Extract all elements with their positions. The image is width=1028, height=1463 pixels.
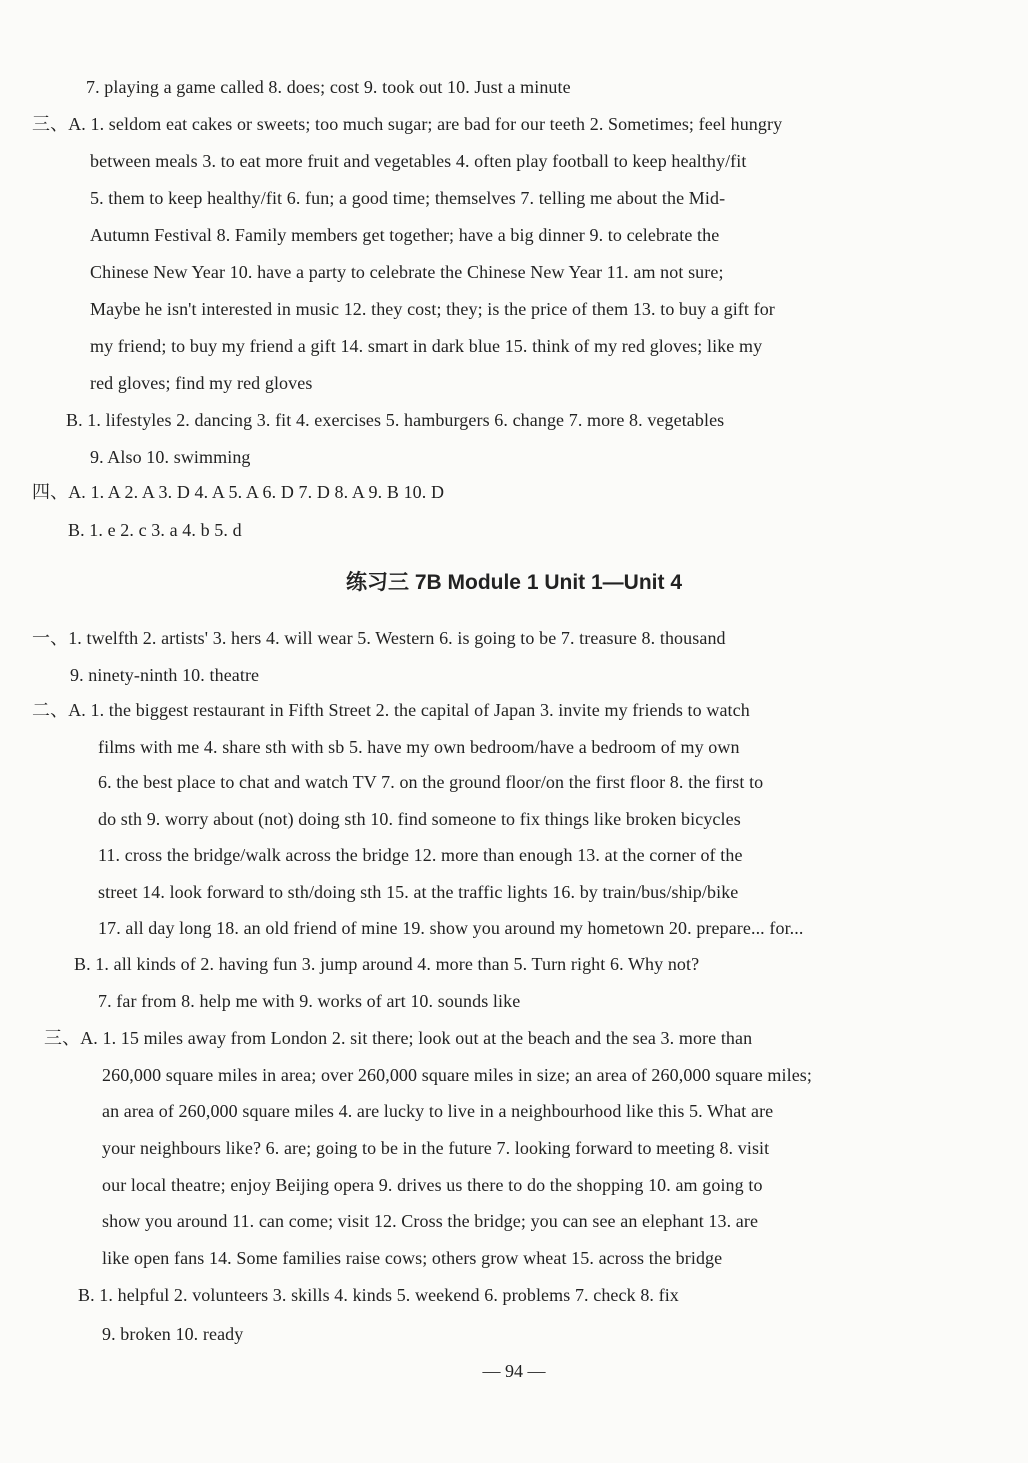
answer-line: 7. far from 8. help me with 9. works of art 10. sounds like <box>98 991 521 1011</box>
answer-line: B. 1. e 2. c 3. a 4. b 5. d <box>68 520 242 540</box>
answer-line: 9. Also 10. swimming <box>90 447 251 467</box>
answer-line: my friend; to buy my friend a gift 14. smart in dark blue 15. think of my red gloves; like my <box>90 336 763 356</box>
answer-line: red gloves; find my red gloves <box>90 373 313 393</box>
answer-line: 7. playing a game called 8. does; cost 9. took out 10. Just a minute <box>86 77 571 97</box>
answer-line: Maybe he isn't interested in music 12. they cost; they; is the price of them 13. to buy a gift for <box>90 299 775 319</box>
answer-line: 一、1. twelfth 2. artists' 3. hers 4. will wear 5. Western 6. is going to be 7. treasure 8. thousand <box>32 628 726 648</box>
answer-line: Autumn Festival 8. Family members get together; have a big dinner 9. to celebrate the <box>90 225 720 245</box>
page-number: — 94 — <box>482 1361 546 1381</box>
answer-line: like open fans 14. Some families raise cows; others grow wheat 15. across the bridge <box>102 1248 723 1268</box>
answer-line: 5. them to keep healthy/fit 6. fun; a good time; themselves 7. telling me about the Mid- <box>90 188 726 208</box>
answer-line: 三、A. 1. 15 miles away from London 2. sit there; look out at the beach and the sea 3. more than <box>44 1028 753 1048</box>
answer-line: B. 1. helpful 2. volunteers 3. skills 4. kinds 5. weekend 6. problems 7. check 8. fix <box>78 1285 679 1305</box>
answer-line: films with me 4. share sth with sb 5. have my own bedroom/have a bedroom of my own <box>98 737 740 757</box>
answer-line: 260,000 square miles in area; over 260,000 square miles in size; an area of 260,000 square miles; <box>102 1065 813 1085</box>
answer-line: 9. ninety-ninth 10. theatre <box>70 665 260 685</box>
answer-line: 11. cross the bridge/walk across the bridge 12. more than enough 13. at the corner of the <box>98 845 743 865</box>
answer-line: our local theatre; enjoy Beijing opera 9. drives us there to do the shopping 10. am going to <box>102 1175 763 1195</box>
answer-line: show you around 11. can come; visit 12. Cross the bridge; you can see an elephant 13. are <box>102 1211 759 1231</box>
answer-line: Chinese New Year 10. have a party to celebrate the Chinese New Year 11. am not sure; <box>90 262 724 282</box>
answer-line: 三、A. 1. seldom eat cakes or sweets; too much sugar; are bad for our teeth 2. Sometimes; feel hungry <box>32 114 783 134</box>
answer-line: B. 1. all kinds of 2. having fun 3. jump around 4. more than 5. Turn right 6. Why not? <box>74 954 700 974</box>
answer-line: your neighbours like? 6. are; going to be in the future 7. looking forward to meeting 8. visit <box>102 1138 770 1158</box>
answer-line: between meals 3. to eat more fruit and vegetables 4. often play football to keep healthy/fit <box>90 151 747 171</box>
answer-line: 6. the best place to chat and watch TV 7. on the ground floor/on the first floor 8. the first to <box>98 772 764 792</box>
answer-line: 9. broken 10. ready <box>102 1324 244 1344</box>
answer-line: do sth 9. worry about (not) doing sth 10. find someone to fix things like broken bicycles <box>98 809 741 829</box>
answer-line: an area of 260,000 square miles 4. are lucky to live in a neighbourhood like this 5. What are <box>102 1101 774 1121</box>
answer-line: 二、A. 1. the biggest restaurant in Fifth Street 2. the capital of Japan 3. invite my friends to watch <box>32 700 750 720</box>
answer-line: street 14. look forward to sth/doing sth 15. at the traffic lights 16. by train/bus/ship/bike <box>98 882 739 902</box>
answer-line: 17. all day long 18. an old friend of mine 19. show you around my hometown 20. prepare... for... <box>98 918 804 938</box>
section-heading: 练习三 7B Module 1 Unit 1—Unit 4 <box>345 571 683 594</box>
answer-line: B. 1. lifestyles 2. dancing 3. fit 4. exercises 5. hamburgers 6. change 7. more 8. vegetables <box>66 410 725 430</box>
answer-line: 四、A. 1. A 2. A 3. D 4. A 5. A 6. D 7. D 8. A 9. B 10. D <box>32 482 445 502</box>
